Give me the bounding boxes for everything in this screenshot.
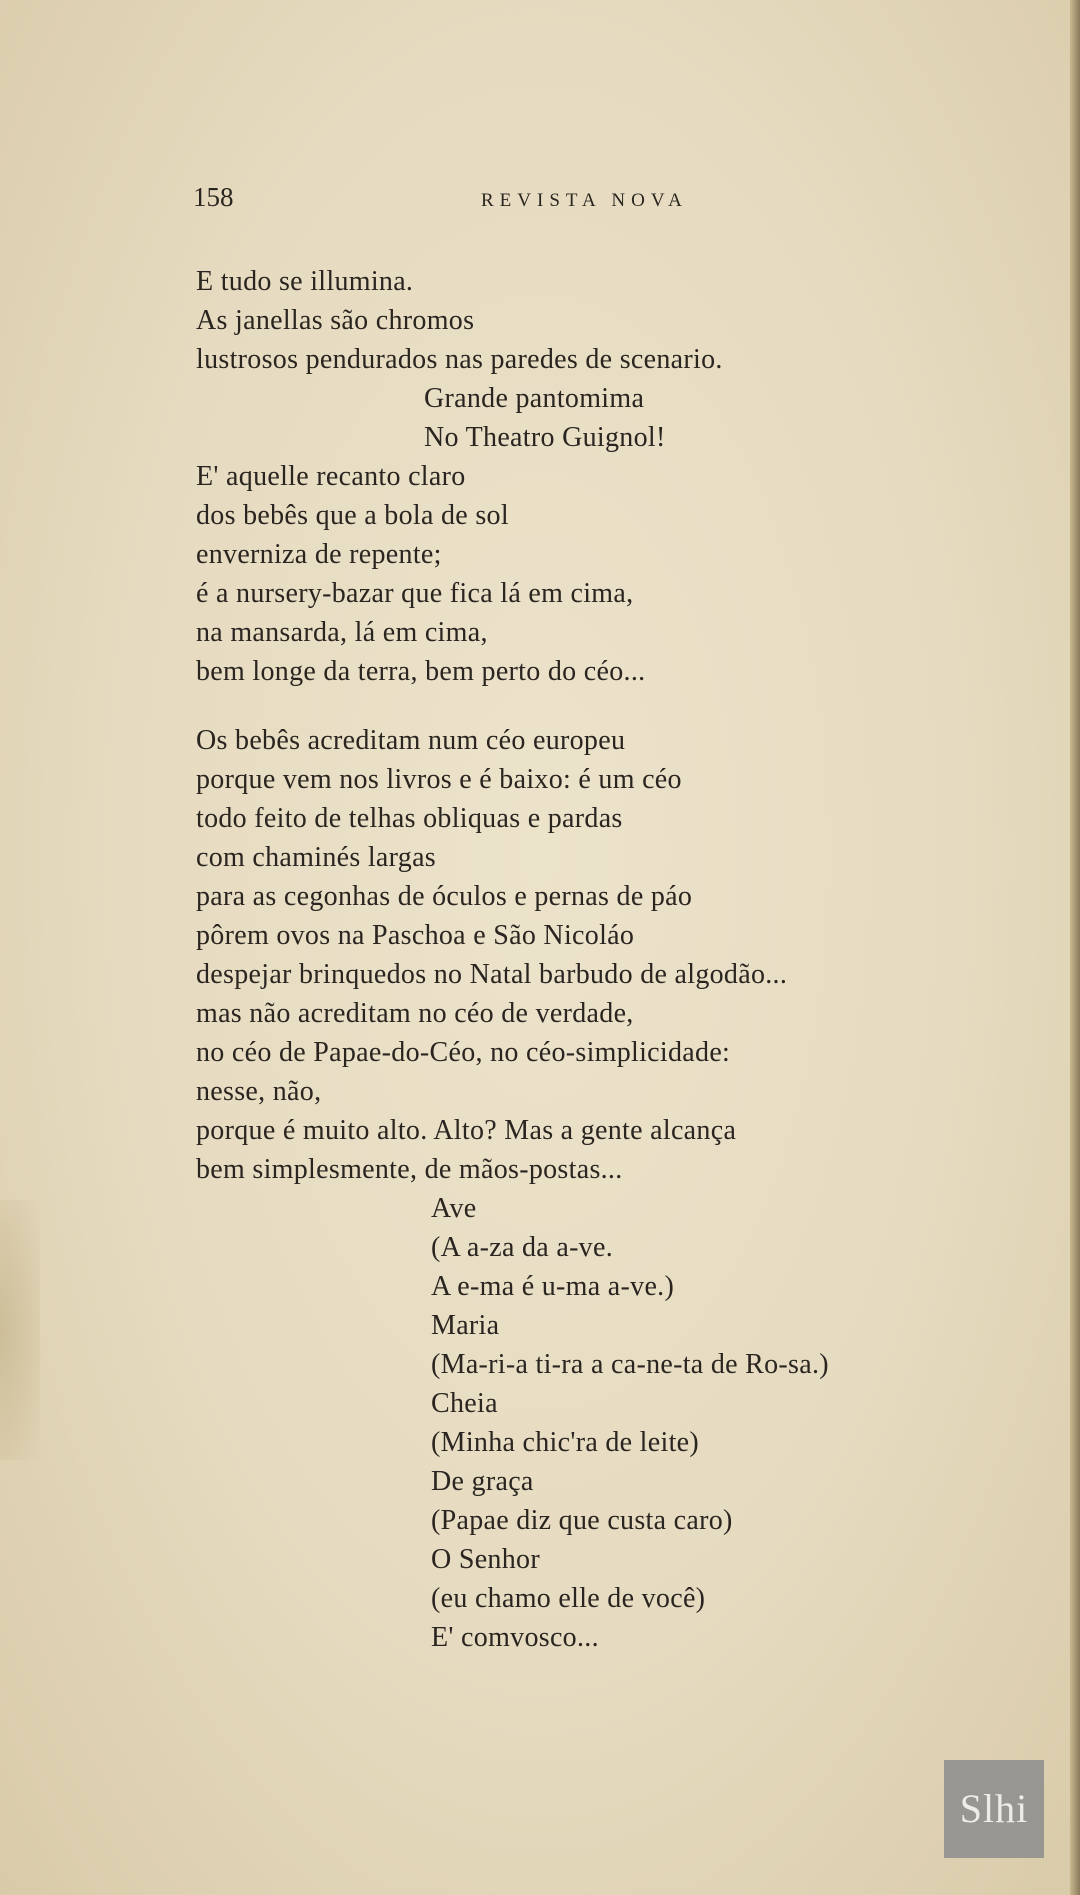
page-edge-shadow [1070, 0, 1080, 1895]
poem-line: Grande pantomima [424, 383, 645, 414]
poem-body [196, 262, 976, 1657]
poem-line: No Theatro Guignol! [424, 422, 666, 453]
poem-line: De graça [431, 1466, 534, 1497]
library-stamp-logo: Slhi [944, 1760, 1044, 1858]
page-number: 158 [193, 182, 234, 212]
poem-line: Maria [431, 1310, 500, 1341]
poem-line: bem simplesmente, de mãos-postas... [196, 1154, 623, 1185]
poem-line: todo feito de telhas obliquas e pardas [196, 803, 623, 834]
poem-line: mas não acreditam no céo de verdade, [196, 998, 634, 1029]
poem-line: (Ma-ri-a ti-ra a ca-ne-ta de Ro-sa.) [431, 1349, 829, 1380]
poem-line: nesse, não, [196, 1076, 322, 1107]
poem-line: porque é muito alto. Alto? Mas a gente alcança [196, 1115, 737, 1146]
poem-line: As janellas são chromos [196, 305, 475, 336]
poem-line: (eu chamo elle de você) [431, 1583, 706, 1614]
poem-line: para as cegonhas de óculos e pernas de páo [196, 881, 693, 912]
poem-line: E' comvosco... [431, 1622, 599, 1653]
poem-line: O Senhor [431, 1544, 540, 1575]
stanza [196, 721, 976, 1657]
poem-line: porque vem nos livros e é baixo: é um céo [196, 764, 682, 795]
poem-line: (A a-za da a-ve. [431, 1232, 614, 1263]
page-header [193, 182, 753, 222]
poem-line: no céo de Papae-do-Céo, no céo-simplicidade: [196, 1037, 731, 1068]
poem-line: E tudo se illumina. [196, 266, 414, 297]
poem-line: lustrosos pendurados nas paredes de scenario. [196, 344, 723, 375]
stanza-gap [196, 691, 976, 721]
poem-line: dos bebês que a bola de sol [196, 500, 509, 531]
poem-line: enverniza de repente; [196, 539, 442, 570]
paper-stain [0, 1200, 40, 1460]
poem-line: A e-ma é u-ma a-ve.) [431, 1271, 675, 1302]
poem-line: com chaminés largas [196, 842, 436, 873]
running-title: REVISTA NOVA [481, 190, 688, 211]
poem-line: é a nursery-bazar que fica lá em cima, [196, 578, 634, 609]
poem-line: Ave [431, 1193, 477, 1224]
poem-line: pôrem ovos na Paschoa e São Nicoláo [196, 920, 635, 951]
poem-line: Os bebês acreditam num céo europeu [196, 725, 626, 756]
poem-line: bem longe da terra, bem perto do céo... [196, 656, 646, 687]
poem-line: E' aquelle recanto claro [196, 461, 466, 492]
stanza [196, 262, 976, 691]
poem-line: (Minha chic'ra de leite) [431, 1427, 700, 1458]
poem-line: na mansarda, lá em cima, [196, 617, 488, 648]
poem-line: Cheia [431, 1388, 498, 1419]
poem-line: despejar brinquedos no Natal barbudo de algodão... [196, 959, 788, 990]
poem-line: (Papae diz que custa caro) [431, 1505, 733, 1536]
